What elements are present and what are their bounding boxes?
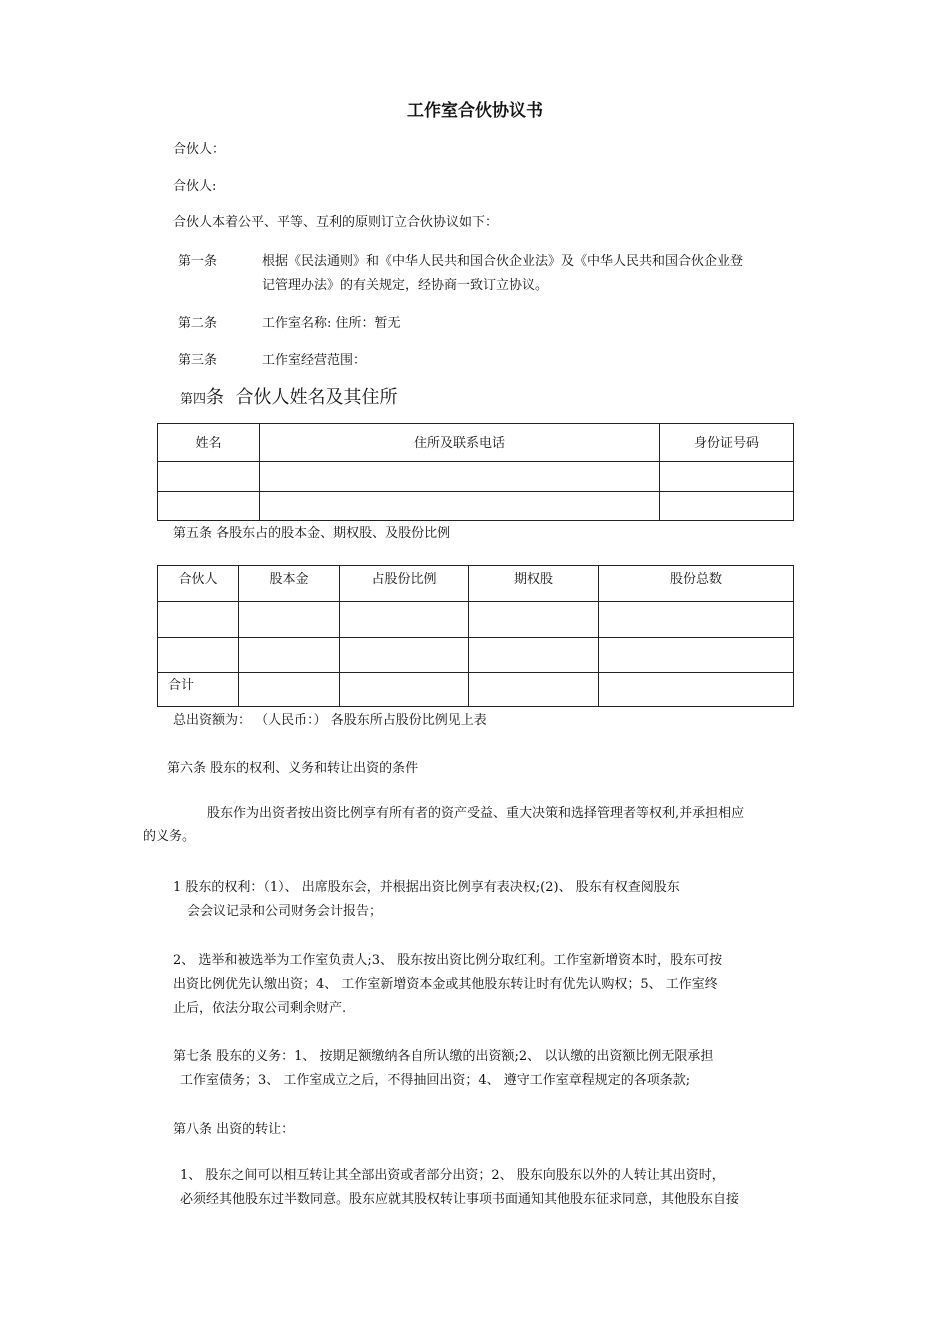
table-header-cell: 住所及联系电话 [260, 424, 660, 462]
table-header-cell: 占股份比例 [340, 566, 469, 602]
article-1-label: 第一条 [178, 254, 218, 269]
paragraph-1-line-1: 股东作为出资者按出资比例享有所有者的资产受益、重大决策和选择管理者等权利,并承担相应 [207, 806, 745, 821]
article-2-label: 第二条 [178, 316, 218, 331]
article-1-line-2: 记管理办法》的有关规定，经协商一致订立协议。 [262, 278, 549, 293]
partner-line-1: 合伙人： [173, 142, 226, 157]
table-row [158, 492, 794, 521]
table-cell [239, 638, 340, 673]
paragraph-1-line-2: 的义务。 [143, 829, 196, 844]
table-header-cell: 合伙人 [158, 566, 239, 602]
table-header-cell: 姓名 [158, 424, 260, 462]
article-4-label-small: 第四 [180, 392, 207, 407]
table-cell [599, 673, 794, 707]
transfer-line-1: 1、 股东之间可以相互转让其全部出资或者部分出资；2、 股东向股东以外的人转让其出资时， [180, 1168, 725, 1183]
table-cell [340, 602, 469, 638]
partner-address-table [157, 423, 794, 521]
table-header-cell: 股份总数 [599, 566, 794, 602]
table-row [158, 638, 794, 673]
article-3-text: 工作室经营范围： [262, 353, 367, 368]
table-header-cell: 期权股 [469, 566, 599, 602]
rights-2-line-3: 止后，依法分取公司剩余财产. [173, 1001, 347, 1016]
table-cell [469, 638, 599, 673]
table-row [158, 462, 794, 492]
table-cell [599, 602, 794, 638]
article-2-text: 工作室名称: 住所：暂无 [262, 316, 401, 331]
table-cell [158, 638, 239, 673]
table-cell [158, 602, 239, 638]
table-header-row [158, 566, 794, 602]
article-6-text: 第六条 股东的权利、义务和转让出资的条件 [167, 761, 419, 776]
transfer-line-2: 必须经其他股东过半数同意。股东应就其股权转让事项书面通知其他股东征求同意，其他股东自接 [180, 1192, 740, 1207]
table-cell [158, 492, 260, 521]
table-header-cell: 身份证号码 [660, 424, 794, 462]
table-cell [239, 602, 340, 638]
article-1-line-1: 根据《民法通则》和《中华人民共和国合伙企业法》及《中华人民共和国合伙企业登 [262, 254, 744, 269]
partner-line-2: 合伙人: [173, 179, 217, 194]
table-cell [158, 462, 260, 492]
document-title: 工作室合伙协议书 [407, 101, 543, 121]
table-cell [260, 492, 660, 521]
table-cell [239, 673, 340, 707]
rights-1-line-2: 会会议记录和公司财务会计报告； [187, 904, 383, 919]
total-capital-line: 总出资额为： （人民币：） 各股东所占股份比例见上表 [173, 713, 487, 728]
table-header-cell: 股本金 [239, 566, 340, 602]
rights-2-line-1: 2、 选举和被选举为工作室负责人;3、 股东按出资比例分取红利。工作室新增资本时，股东可按 [173, 953, 723, 968]
table-cell [469, 602, 599, 638]
table-cell [599, 638, 794, 673]
intro-text: 合伙人本着公平、平等、互利的原则订立合伙协议如下： [173, 215, 499, 230]
article-7-line-2: 工作室债务；3、 工作室成立之后，不得抽回出资；4、 遵守工作室章程规定的各项条款; [180, 1073, 691, 1088]
table-cell [340, 673, 469, 707]
rights-1-line-1: 1 股东的权利：（1）、 出席股东会，并根据出资比例享有表决权;(2)、 股东有权查阅股东 [173, 880, 680, 895]
rights-2-line-2: 出资比例优先认缴出资；4、 工作室新增资本金或其他股东转让时有优先认购权；5、 工作室终 [173, 977, 718, 992]
table-cell [469, 673, 599, 707]
table-cell [660, 492, 794, 521]
article-7-line-1: 第七条 股东的义务：1、 按期足额缴纳各自所认缴的出资额;2、 以认缴的出资额比例无限承担 [173, 1049, 714, 1064]
table-cell [340, 638, 469, 673]
article-4-heading [180, 389, 397, 407]
article-4-label-big: 条 [206, 387, 225, 408]
table-cell [260, 462, 660, 492]
article-8-text: 第八条 出资的转让： [173, 1122, 295, 1137]
table-total-label: 合计 [158, 673, 239, 707]
article-4-text: 合伙人姓名及其住所 [235, 387, 398, 408]
shareholding-table [157, 565, 794, 707]
article-3-label: 第三条 [178, 353, 218, 368]
table-header-row [158, 424, 794, 462]
table-total-row [158, 673, 794, 707]
article-5-text: 第五条 各股东占的股本金、期权股、及股份比例 [173, 526, 451, 541]
table-cell [660, 462, 794, 492]
table-row [158, 602, 794, 638]
